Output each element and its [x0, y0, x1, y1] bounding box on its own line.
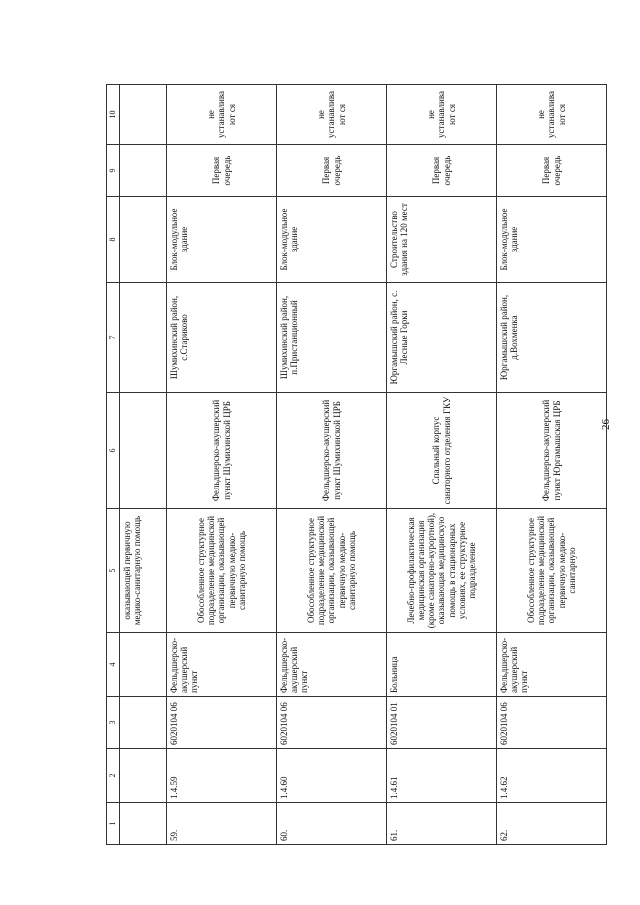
code-cell: 1.4.61	[387, 749, 497, 803]
measure-cell: Блок-модульное здание	[497, 197, 607, 283]
row-number-cell: 62.	[497, 803, 607, 845]
priority-cell: Первая очередь	[387, 145, 497, 197]
deadline-cell: не устанавливают ся	[497, 85, 607, 145]
column-number: 3	[107, 697, 120, 749]
category-cell: Лечебно-профилактическая медицинская организация (кроме санаторно-курортной), оказывающая медицинскую помощь в стационарных условиях, ее структурное подразделение	[387, 509, 497, 633]
objects-table	[106, 84, 607, 845]
name-cell: Фельдшерско-акушерский пункт Шумихинской ЦРБ	[167, 393, 277, 509]
okved-cell: 6020104 06	[277, 697, 387, 749]
location-cell: Шумихинский район, п.Пристанционный	[277, 283, 387, 393]
rotated-table-container	[106, 85, 598, 845]
column-number: 1	[107, 803, 120, 845]
page-number: 26	[600, 419, 612, 430]
column-number: 4	[107, 633, 120, 697]
category-cell: Обособленное структурное подразделение медицинской организации, оказывающей первичную медико-санитарную помощь	[277, 509, 387, 633]
type-cell: Фельдшерско-акушерский пункт	[277, 633, 387, 697]
column-number: 6	[107, 393, 120, 509]
name-cell: Фельдшерско-акушерский пункт Шумихинской ЦРБ	[277, 393, 387, 509]
code-cell: 1.4.62	[497, 749, 607, 803]
table-row	[167, 85, 277, 845]
continuation-row	[120, 85, 167, 845]
code-cell: 1.4.59	[167, 749, 277, 803]
priority-cell: Первая очередь	[497, 145, 607, 197]
column-number-row	[107, 85, 120, 845]
measure-cell: Блок-модульное здание	[167, 197, 277, 283]
type-cell: Фельдшерско-акушерский пункт	[167, 633, 277, 697]
name-cell: Спальный корпус санаторного отделения ГКУ	[387, 393, 497, 509]
location-cell: Юргамышский район, с. Лесные Горки	[387, 283, 497, 393]
table-row	[277, 85, 387, 845]
type-cell: Фельдшерско-акушерский пункт	[497, 633, 607, 697]
priority-cell: Первая очередь	[167, 145, 277, 197]
type-cell: Больница	[387, 633, 497, 697]
table-row	[387, 85, 497, 845]
column-number: 2	[107, 749, 120, 803]
column-number: 5	[107, 509, 120, 633]
column-number: 8	[107, 197, 120, 283]
okved-cell: 6020104 06	[167, 697, 277, 749]
continuation-cell: оказывающей первичную медико-санитарную помощь	[120, 509, 167, 633]
row-number-cell: 60.	[277, 803, 387, 845]
code-cell: 1.4.60	[277, 749, 387, 803]
location-cell: Юргамышский район, д.Вохменка	[497, 283, 607, 393]
table-row	[497, 85, 607, 845]
measure-cell: Блок-модульное здание	[277, 197, 387, 283]
row-number-cell: 59.	[167, 803, 277, 845]
okved-cell: 6020104 01	[387, 697, 497, 749]
column-number: 10	[107, 85, 120, 145]
location-cell: Шумихинский район, с.Стариково	[167, 283, 277, 393]
category-cell: Обособленное структурное подразделение медицинской организации, оказывающей первичную медико-санитарную	[497, 509, 607, 633]
deadline-cell: не устанавливают ся	[167, 85, 277, 145]
row-number-cell: 61.	[387, 803, 497, 845]
deadline-cell: не устанавливают ся	[387, 85, 497, 145]
okved-cell: 6020104 06	[497, 697, 607, 749]
priority-cell: Первая очередь	[277, 145, 387, 197]
column-number: 7	[107, 283, 120, 393]
deadline-cell: не устанавливают ся	[277, 85, 387, 145]
column-number: 9	[107, 145, 120, 197]
measure-cell: Строительство здания на 120 мест	[387, 197, 497, 283]
category-cell: Обособленное структурное подразделение медицинской организации, оказывающей первичную медико-санитарную помощь	[167, 509, 277, 633]
name-cell: Фельдшерско-акушерский пункт Юргамышская ЦРБ	[497, 393, 607, 509]
